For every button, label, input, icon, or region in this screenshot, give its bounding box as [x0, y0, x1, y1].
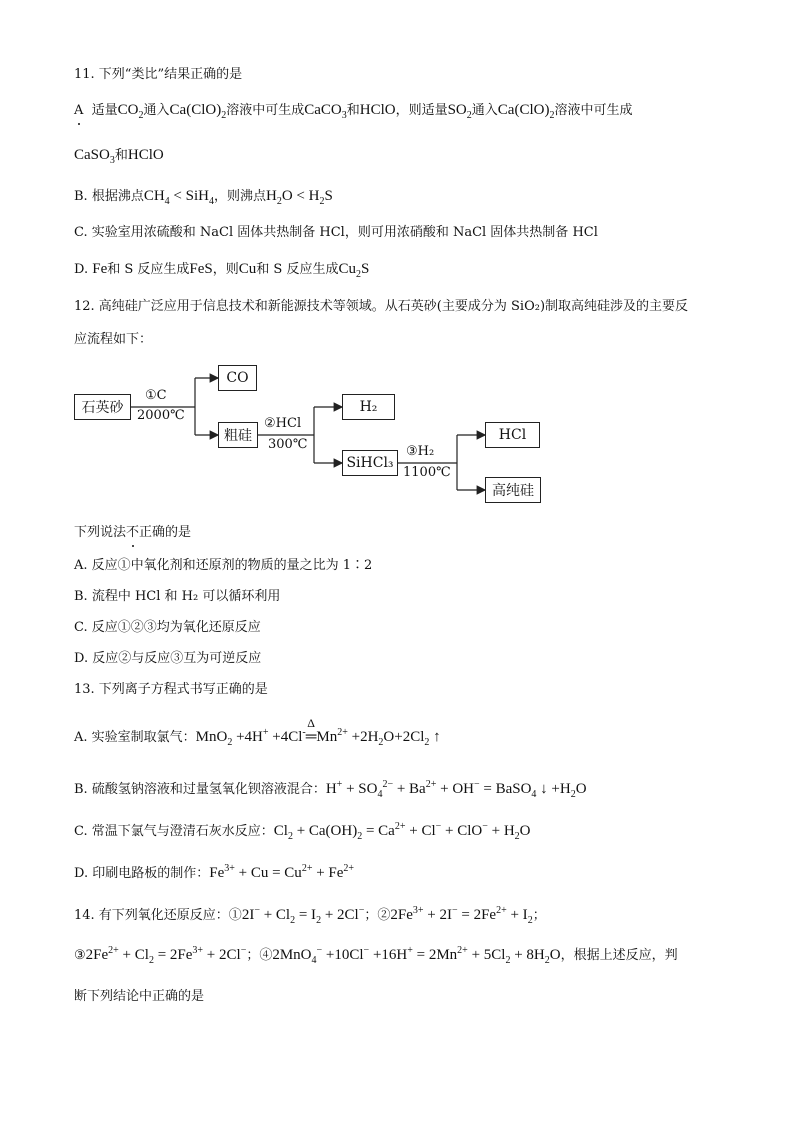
step1-reagent: ①C [145, 388, 167, 403]
q11-option-d: D. Fe和 S 反应生成FeS，则Cu和 S 反应生成$Cu_2S$ [74, 261, 370, 280]
q13-option-a: A. 实验室制取氯气：MnO$_2$ +4H+ +4Cl- Δ $═Mn^{2+} +2H_2O+2Cl_2$ ↑ [74, 716, 441, 748]
q14-line1: 14. 有下列氧化还原反应：①2I− + $Cl_2 = I_2 + 2Cl^-$；$②2Fe^{3+} + 2I^- = 2Fe^{2+} + I_2$； [74, 905, 546, 926]
h2-box: H₂ [342, 394, 395, 420]
q11-stem: 11. 下列“类比”结果正确的是 [74, 67, 243, 82]
emphasis-not: 不 [126, 525, 140, 540]
q12-option-b: B. 流程中 HCl 和 H₂ 可以循环利用 [74, 589, 281, 604]
step3-reagent: ③H₂ [406, 444, 435, 459]
q11-a-letter: A [74, 103, 84, 118]
q11-option-a-line2: CaSO$_3$和HClO [74, 147, 164, 166]
q11-option-b: B. 根据沸点$CH_4 < SiH_4$，则沸点$H_2O < H_2S$ [74, 188, 333, 207]
q13-option-c: C. 常温下氯气与澄清石灰水反应：$Cl_2 + Ca(OH)_2 = Ca^{2+} + Cl^- + ClO^- + H_2O$ [74, 821, 531, 842]
step2-reagent: ②HCl [264, 416, 302, 431]
co-box: CO [218, 365, 257, 391]
q13-option-b: B. 硫酸氢钠溶液和过量氢氧化钡溶液混合：$H^+ + SO_4^{2-} + Ba^{2+} + OH^-$ = BaSO$_4$ ↓ $+H_2O$ [74, 779, 587, 800]
pure-silicon-box: 高纯硅 [485, 477, 541, 503]
q12-question: 下列说法不正确的是 [74, 525, 192, 540]
q14-line2: $③2Fe^{2+} + Cl_2 = 2Fe^{3+} + 2Cl^-$；④2MnO$_4$− $+10Cl^- +16H^+ = 2Mn^{2+} + 5Cl_2 + 8H_2O$，根据上述反应，判 [74, 945, 678, 966]
q12-option-a: A. 反应①中氧化剂和还原剂的物质的量之比为 1∶2 [74, 558, 373, 573]
q12-stem-line2: 应流程如下： [74, 332, 153, 347]
quartz-sand-box: 石英砂 [74, 394, 131, 420]
q13-stem: 13. 下列离子方程式书写正确的是 [74, 682, 268, 697]
q12-option-d: D. 反应②与反应③互为可逆反应 [74, 651, 262, 666]
crude-silicon-box: 粗硅 [218, 422, 258, 448]
q13-option-d: D. 印刷电路板的制作：$Fe^{3+} + Cu = Cu^{2+} + Fe^{2+}$ [74, 863, 355, 881]
sihcl3-box: SiHCl₃ [342, 450, 398, 476]
q11-option-a-line1: A 适量$CO_2$通入$Ca(ClO)_2$溶液中可生成CaCO$_3$和HClO，则适量$SO_2$通入$Ca(ClO)_2$溶液中可生成 [74, 102, 633, 121]
q11-option-c: C. 实验室用浓硫酸和 NaCl 固体共热制备 HCl，则可用浓硝酸和 NaCl 固体共热制备 HCl [74, 225, 598, 240]
q12-stem-line1: 12. 高纯硅广泛应用于信息技术和新能源技术等领域。从石英砂(主要成分为 SiO₂)制取高纯硅涉及的主要反 [74, 299, 689, 314]
step1-condition: 2000℃ [137, 408, 185, 423]
q12-option-c: C. 反应①②③均为氧化还原反应 [74, 620, 261, 635]
hcl-box: HCl [485, 422, 540, 448]
step3-condition: 1100℃ [403, 465, 451, 480]
q14-line3: 断下列结论中正确的是 [74, 989, 205, 1004]
step2-condition: 300℃ [268, 437, 308, 452]
